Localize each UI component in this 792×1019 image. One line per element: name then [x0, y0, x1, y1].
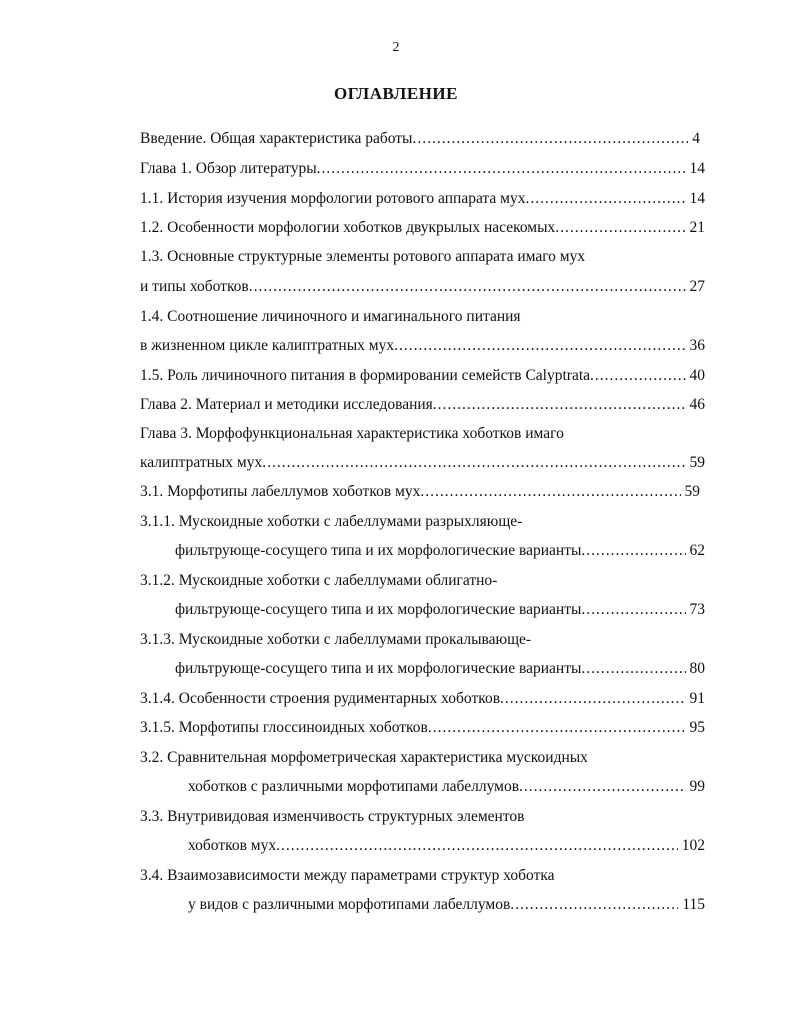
toc-entry-text: Глава 1. Обзор литературы	[140, 160, 317, 177]
page-number: 2	[392, 40, 400, 55]
toc-entry-page: 59	[684, 483, 700, 500]
toc-entry	[140, 275, 705, 299]
toc-leader-dots	[590, 364, 685, 388]
toc-entry-text: Введение. Общая характеристика работы	[140, 130, 413, 147]
toc-entry-text: 1.3. Основные структурные элементы ротового аппарата имаго мух	[140, 248, 586, 265]
toc-leader-dots	[276, 834, 678, 858]
toc-entry-text: 3.1.4. Особенности строения рудиментарных хоботков	[140, 690, 501, 707]
toc-entry	[140, 687, 705, 711]
toc-entry-page: 73	[689, 601, 705, 618]
toc-entry	[140, 480, 700, 504]
toc-entry-page: 99	[689, 778, 705, 795]
toc-entry-page: 102	[681, 837, 705, 854]
toc-entry-page: 80	[689, 660, 705, 677]
toc-entry-text: фильтрующе-сосущего типа и их морфологические варианты	[175, 542, 582, 559]
toc-entry-text: 1.4. Соотношение личиночного и имагинального питания	[140, 308, 521, 325]
toc-entry-text: 3.1.5. Морфотипы глоссиноидных хоботков	[140, 719, 428, 736]
toc-leader-dots	[433, 393, 686, 417]
toc-leader-dots	[581, 598, 685, 622]
toc-entry	[140, 364, 705, 388]
toc-entry	[140, 157, 705, 181]
toc-entry-page: 36	[689, 337, 705, 354]
toc-entry-text: 3.3. Внутривидовая изменчивость структурных элементов	[140, 808, 525, 825]
toc-leader-dots	[519, 775, 685, 799]
toc-entry	[140, 716, 705, 740]
toc-entry	[140, 805, 705, 829]
toc-entry-text: Глава 2. Материал и методики исследования	[140, 396, 433, 413]
toc-entry-text: 3.4. Взаимозависимости между параметрами структур хоботка	[140, 867, 555, 884]
toc-entry-page: 14	[689, 160, 705, 177]
toc-entry	[175, 598, 705, 622]
toc-entry	[140, 305, 705, 329]
toc-leader-dots	[412, 127, 688, 151]
toc-entry-page: 62	[689, 542, 705, 559]
toc-entry-text: фильтрующе-сосущего типа и их морфологические варианты	[175, 660, 582, 677]
toc-entry-text: калиптратных мух	[140, 454, 263, 471]
toc-leader-dots	[555, 216, 685, 240]
toc-leader-dots	[581, 539, 685, 563]
toc-entry-text: фильтрующе-сосущего типа и их морфологические варианты	[175, 601, 582, 618]
toc-entry-text: 1.2. Особенности морфологии хоботков двукрылых насекомых	[140, 219, 556, 236]
toc-entry-text: у видов с различными морфотипами лабеллумов	[188, 896, 511, 913]
toc-entry-text: Глава 3. Морфофункциональная характеристика хоботков имаго	[140, 425, 564, 442]
toc-entry-page: 59	[689, 454, 705, 471]
toc-leader-dots	[394, 334, 685, 358]
toc-leader-dots	[420, 480, 680, 504]
toc-entry-text: хоботков мух	[188, 837, 277, 854]
toc-leader-dots	[581, 657, 685, 681]
toc-entry	[140, 451, 705, 475]
toc-leader-dots	[500, 687, 685, 711]
toc-leader-dots	[317, 157, 686, 181]
toc-leader-dots	[249, 275, 686, 299]
toc-entry	[140, 746, 705, 770]
toc-entry-page: 46	[689, 396, 705, 413]
toc-entry-page: 40	[689, 367, 705, 384]
toc-leader-dots	[428, 716, 686, 740]
toc-entry	[140, 628, 705, 652]
toc-entry-text: 3.1.3. Мускоидные хоботки с лабеллумами прокалывающе-	[140, 631, 532, 648]
toc-entry-text: в жизненном цикле калиптратных мух	[140, 337, 395, 354]
toc-leader-dots	[510, 893, 678, 917]
toc-entry	[140, 393, 705, 417]
toc-entry	[140, 245, 705, 269]
toc-entry	[175, 657, 705, 681]
toc-entry	[140, 334, 705, 358]
page-title: ОГЛАВЛЕНИЕ	[334, 84, 458, 103]
toc-entry-text: и типы хоботков	[140, 278, 249, 295]
toc-entry	[140, 422, 705, 446]
toc-entry-page: 95	[689, 719, 705, 736]
toc-entry-text: 1.1. История изучения морфологии ротового аппарата мух	[140, 190, 526, 207]
toc-entry	[188, 893, 705, 917]
toc-leader-dots	[525, 187, 685, 211]
toc-entry	[188, 834, 705, 858]
toc-entry-text: 3.1.1. Мускоидные хоботки с лабеллумами разрыхляюще-	[140, 513, 523, 530]
toc-entry	[140, 216, 705, 240]
toc-entry	[140, 569, 705, 593]
toc-entry	[140, 864, 705, 888]
toc-entry-text: 3.1. Морфотипы лабеллумов хоботков мух	[140, 483, 421, 500]
toc-entry-page: 21	[689, 219, 705, 236]
toc-entry	[175, 539, 705, 563]
toc-entry-page: 91	[689, 690, 705, 707]
toc-entry-page: 115	[682, 896, 705, 913]
toc-entry	[188, 775, 705, 799]
toc-entry	[140, 187, 705, 211]
toc-entry-text: 3.2. Сравнительная морфометрическая характеристика мускоидных	[140, 749, 588, 766]
toc-entry	[140, 127, 700, 151]
toc-entry-text: 1.5. Роль личиночного питания в формировании семейств Calyptrata	[140, 367, 591, 384]
toc-entry-page: 14	[689, 190, 705, 207]
toc-entry-text: хоботков с различными морфотипами лабеллумов	[188, 778, 520, 795]
toc-entry-page: 27	[689, 278, 705, 295]
toc-entry	[140, 510, 705, 534]
toc-entry-text: 3.1.2. Мускоидные хоботки с лабеллумами облигатно-	[140, 572, 498, 589]
toc-leader-dots	[262, 451, 685, 475]
toc-entry-page: 4	[692, 130, 700, 147]
